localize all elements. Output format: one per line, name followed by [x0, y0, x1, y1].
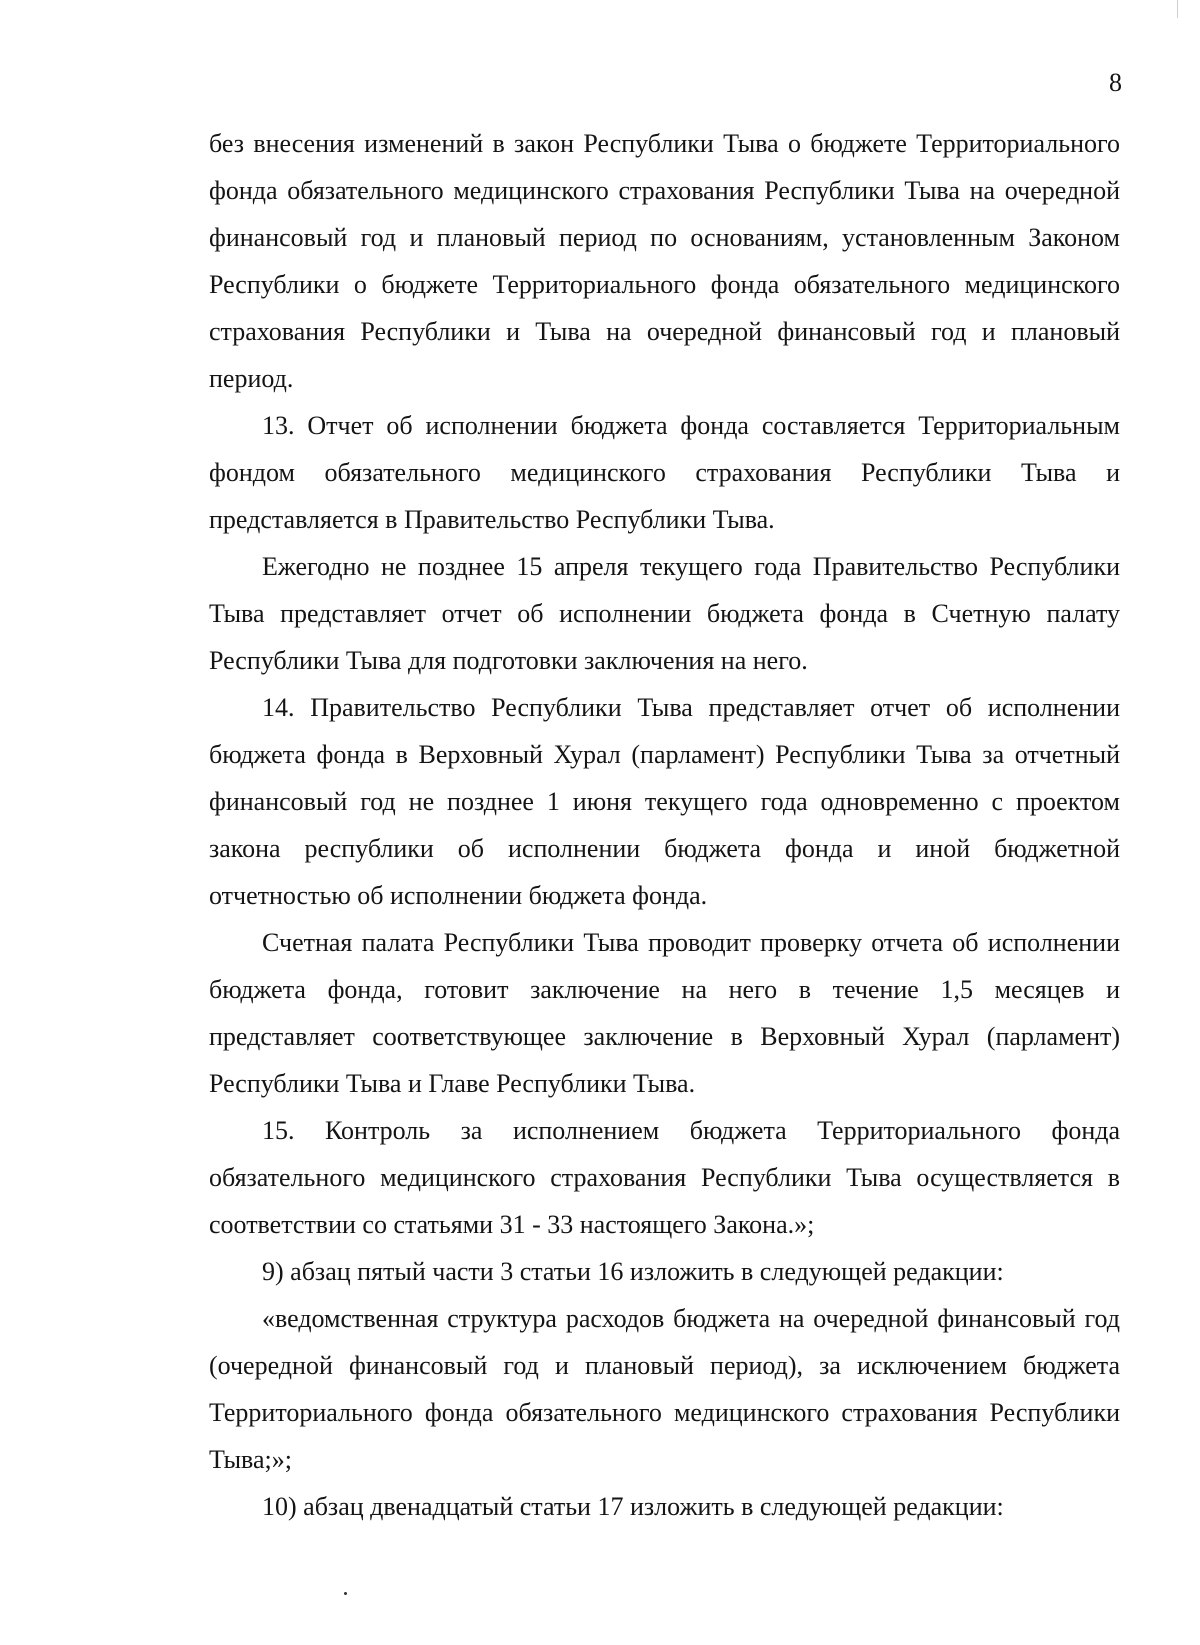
- paragraph-item-13: 13. Отчет об исполнении бюджета фонда составляется Территориальным фондом обязательного медицинского страхования Республики Тыва и представляется в Правительство Республики Тыва.: [209, 411, 1120, 534]
- page-number: 8: [1109, 68, 1122, 97]
- paragraph-quote: «ведомственная структура расходов бюджета на очередной финансовый год (очередной финансовый год и плановый период), за исключением бюджета Территориального фонда обязательного медицинского страхования Республики Тыва;»;: [209, 1304, 1120, 1474]
- paragraph-amendment-10: 10) абзац двенадцатый статьи 17 изложить в следующей редакции:: [262, 1492, 1004, 1521]
- paragraph-amendment-9: 9) абзац пятый части 3 статьи 16 изложить в следующей редакции:: [262, 1257, 1004, 1286]
- paragraph-continuation: без внесения изменений в закон Республики Тыва о бюджете Территориального фонда обязательного медицинского страхования Республики Тыва на очередной финансовый год и плановый период по основаниям, установленным Законом Республики о бюджете Территориального фонда обязательного медицинского страхования Республики и Тыва на очередной финансовый год и плановый период.: [209, 129, 1120, 393]
- scan-dot-artifact: [344, 1592, 347, 1595]
- paragraph-audit-chamber: Счетная палата Республики Тыва проводит проверку отчета об исполнении бюджета фонда, готовит заключение на него в течение 1,5 месяцев и представляет соответствующее заключение в Верховный Хурал (парламент) Республики Тыва и Главе Республики Тыва.: [209, 928, 1120, 1098]
- document-body: [209, 120, 1120, 1530]
- scan-edge-artifact: [1177, 0, 1178, 18]
- paragraph-annual-report: Ежегодно не позднее 15 апреля текущего года Правительство Республики Тыва представляет отчет об исполнении бюджета фонда в Счетную палату Республики Тыва для подготовки заключения на него.: [209, 552, 1120, 675]
- paragraph-item-15: 15. Контроль за исполнением бюджета Территориального фонда обязательного медицинского страхования Республики Тыва осуществляется в соответствии со статьями 31 - 33 настоящего Закона.»;: [209, 1116, 1120, 1239]
- paragraph-item-14: 14. Правительство Республики Тыва представляет отчет об исполнении бюджета фонда в Верховный Хурал (парламент) Республики Тыва за отчетный финансовый год не позднее 1 июня текущего года одновременно с проектом закона республики об исполнении бюджета фонда и иной бюджетной отчетностью об исполнении бюджета фонда.: [209, 693, 1120, 910]
